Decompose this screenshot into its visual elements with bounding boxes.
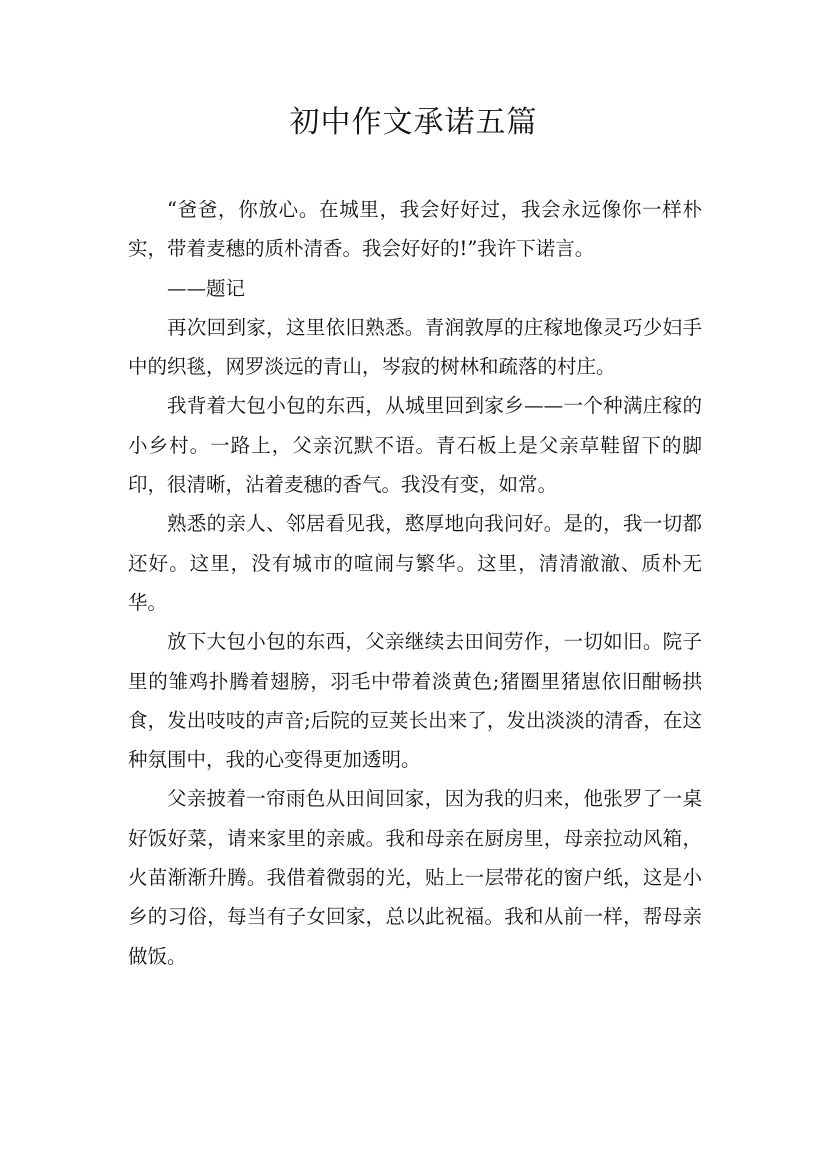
paragraph-opening-quote: “爸爸，你放心。在城里，我会好好过，我会永远像你一样朴实，带着麦穗的质朴清香。我会好好的!”我许下诺言。 [128,198,702,261]
paragraph-epigraph-label: ——题记 [167,276,246,300]
paragraph-neighbors: 熟悉的亲人、邻居看见我，憨厚地向我问好。是的，我一切都还好。这里，没有城市的喧闹与繁华。这里，清清澈澈、质朴无华。 [128,512,702,614]
paragraph-family-dinner: 父亲披着一帘雨色从田间回家，因为我的归来，他张罗了一桌好饭好菜，请来家里的亲戚。我和母亲在厨房里，母亲拉动风箱，火苗渐渐升腾。我借着微弱的光，贴上一层带花的窗户纸，这是小乡的习俗，每当有子女回家，总以此祝福。我和从前一样，帮母亲做饭。 [128,787,702,968]
paragraph-farmyard: 放下大包小包的东西，父亲继续去田间劳作，一切如旧。院子里的雏鸡扑腾着翅膀，羽毛中带着淡黄色;猪圈里猪崽依旧酣畅拱食，发出吱吱的声音;后院的豆荚长出来了，发出淡淡的清香，在这种氛围中，我的心变得更加透明。 [128,630,702,772]
paragraph-journey: 我背着大包小包的东西，从城里回到家乡——一个种满庄稼的小乡村。一路上，父亲沉默不语。青石板上是父亲草鞋留下的脚印，很清晰，沾着麦穗的香气。我没有变，如常。 [128,394,702,497]
paragraph-return-home: 再次回到家，这里依旧熟悉。青润敦厚的庄稼地像灵巧少妇手中的织毯，网罗淡远的青山，岑寂的树林和疏落的村庄。 [128,315,702,379]
document-body [128,190,702,976]
document-title: 初中作文承诺五篇 [289,105,538,140]
